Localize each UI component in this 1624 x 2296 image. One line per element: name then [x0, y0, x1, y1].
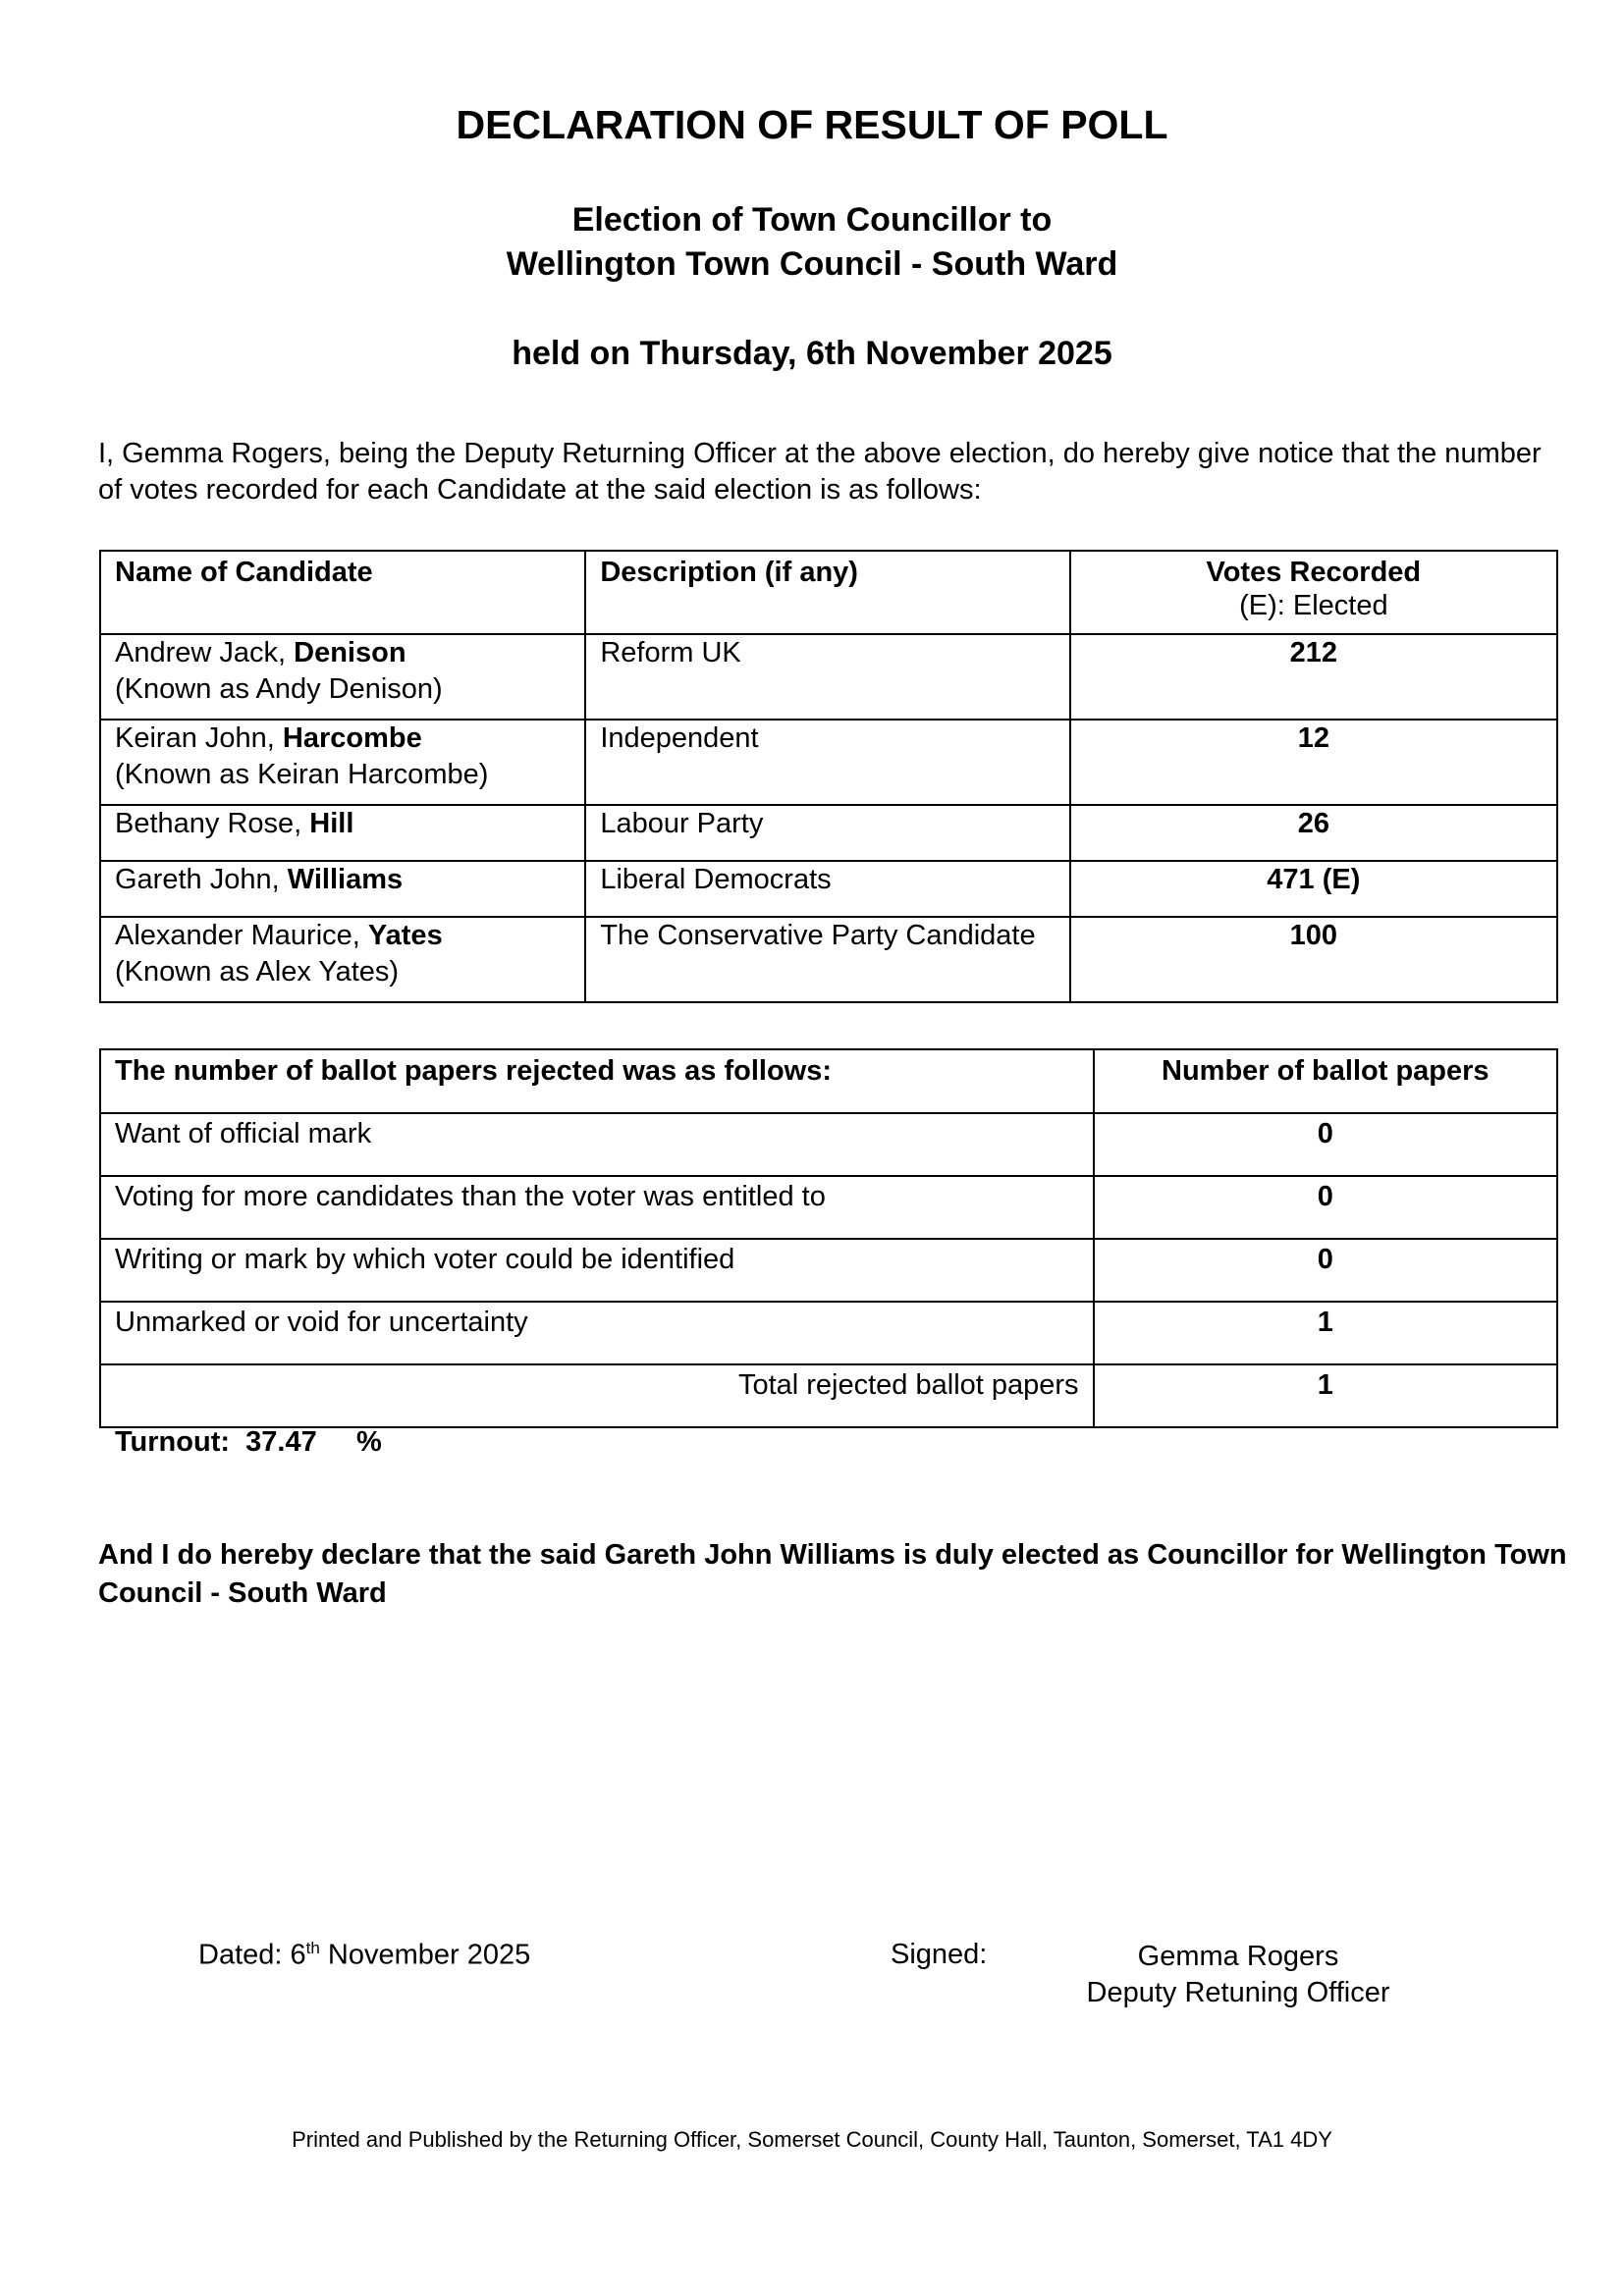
dated-label: Dated: — [198, 1939, 291, 1971]
rejection-reason: Voting for more candidates than the voter was entitled to — [100, 1176, 1094, 1239]
table-row — [100, 805, 1557, 861]
turnout — [115, 1426, 382, 1459]
candidate-description: Independent — [585, 720, 1069, 805]
forenames: Keiran John, — [115, 722, 283, 754]
surname: Hill — [309, 808, 354, 839]
table-row — [100, 917, 1557, 1002]
total-row — [100, 1364, 1557, 1427]
candidate-name — [100, 861, 585, 917]
imprint-footer: Printed and Published by the Returning Officer, Somerset Council, County Hall, Taunton, Somerset, TA1 4DY — [292, 2127, 1332, 2152]
table-row — [100, 1176, 1557, 1239]
intro-paragraph: I, Gemma Rogers, being the Deputy Returning Officer at the above election, do hereby give notice that the number of votes recorded for each Candidate at the said election is as follows: — [98, 438, 1542, 506]
dated-line — [198, 1939, 530, 1972]
surname: Harcombe — [282, 722, 422, 754]
dated-suffix: th — [305, 1939, 320, 1957]
dated-rest: November 2025 — [319, 1939, 531, 1971]
header-name: Name of Candidate — [100, 551, 585, 634]
candidates-header-row — [100, 551, 1557, 634]
rejection-reason: Unmarked or void for uncertainty — [100, 1302, 1094, 1364]
header-votes-label: Votes Recorded — [1206, 557, 1422, 588]
header-description: Description (if any) — [585, 551, 1069, 634]
forenames: Alexander Maurice, — [115, 920, 368, 951]
candidate-name — [100, 805, 585, 861]
candidate-name — [100, 917, 585, 1002]
table-row — [100, 861, 1557, 917]
known-as: (Known as Andy Denison) — [115, 673, 443, 705]
election-subtitle-line1: Election of Town Councillor to — [571, 201, 1053, 239]
table-row — [100, 1239, 1557, 1302]
header-count: Number of ballot papers — [1094, 1049, 1557, 1113]
header-reason: The number of ballot papers rejected was as follows: — [100, 1049, 1094, 1113]
candidate-description: Labour Party — [585, 805, 1069, 861]
candidate-votes: 471 (E) — [1070, 861, 1557, 917]
declaration-statement: And I do hereby declare that the said Gareth John Williams is duly elected as Councillor for Wellington Town Council - South Ward — [98, 1539, 1567, 1609]
candidate-name — [100, 634, 585, 720]
candidate-votes: 100 — [1070, 917, 1557, 1002]
known-as: (Known as Keiran Harcombe) — [115, 759, 489, 790]
candidates-table — [99, 550, 1558, 1003]
table-row — [100, 634, 1557, 720]
rejection-reason: Want of official mark — [100, 1113, 1094, 1176]
known-as: (Known as Alex Yates) — [115, 956, 400, 988]
total-label: Total rejected ballot papers — [100, 1364, 1094, 1427]
surname: Williams — [287, 864, 404, 895]
candidate-description: The Conservative Party Candidate — [585, 917, 1069, 1002]
candidate-votes: 212 — [1070, 634, 1557, 720]
forenames: Andrew Jack, — [115, 637, 295, 668]
header-votes — [1070, 551, 1557, 634]
header-votes-note: (E): Elected — [1239, 590, 1388, 621]
table-row — [100, 1302, 1557, 1364]
election-subtitle-line2: Wellington Town Council - South Ward — [506, 245, 1118, 283]
signer-block — [1061, 1939, 1415, 2011]
election-date: held on Thursday, 6th November 2025 — [512, 335, 1112, 372]
turnout-label: Turnout: — [115, 1426, 231, 1458]
rejection-count: 0 — [1094, 1176, 1557, 1239]
table-row — [100, 1113, 1557, 1176]
signer-name: Gemma Rogers — [1137, 1941, 1339, 1972]
surname: Yates — [367, 920, 443, 951]
dated-day: 6 — [290, 1939, 306, 1971]
rejected-ballots-table — [99, 1048, 1558, 1428]
signer-title: Deputy Retuning Officer — [1086, 1977, 1390, 2008]
candidate-votes: 26 — [1070, 805, 1557, 861]
page-title: DECLARATION OF RESULT OF POLL — [456, 102, 1168, 147]
signed-label: Signed: — [891, 1939, 988, 1970]
candidate-description: Reform UK — [585, 634, 1069, 720]
rejection-count: 0 — [1094, 1113, 1557, 1176]
candidate-description: Liberal Democrats — [585, 861, 1069, 917]
turnout-value: 37.47 — [245, 1426, 317, 1458]
total-count: 1 — [1094, 1364, 1557, 1427]
rejection-reason: Writing or mark by which voter could be identified — [100, 1239, 1094, 1302]
turnout-unit: % — [356, 1426, 382, 1458]
forenames: Bethany Rose, — [115, 808, 310, 839]
forenames: Gareth John, — [115, 864, 288, 895]
table-row — [100, 720, 1557, 805]
rejected-header-row — [100, 1049, 1557, 1113]
candidate-name — [100, 720, 585, 805]
candidate-votes: 12 — [1070, 720, 1557, 805]
rejection-count: 0 — [1094, 1239, 1557, 1302]
rejection-count: 1 — [1094, 1302, 1557, 1364]
surname: Denison — [294, 637, 406, 668]
